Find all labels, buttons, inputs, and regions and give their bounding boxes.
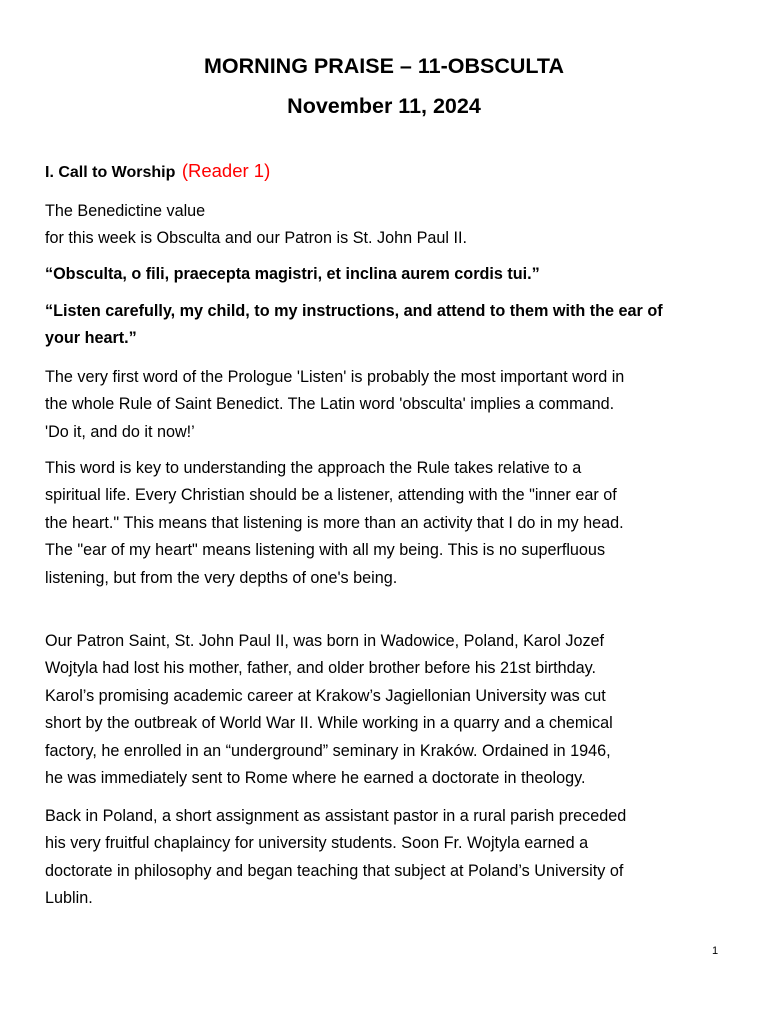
paragraph-line: Wojtyla had lost his mother, father, and older brother before his 21st birthday. [45,659,596,678]
paragraph-line: doctorate in philosophy and began teaching that subject at Poland’s University of [45,861,624,880]
latin-quote [45,261,735,288]
paragraph-line: The very first word of the Prologue 'Listen' is probably the most important word in [45,368,625,386]
document-date: November 11, 2024 [287,94,481,118]
paragraph-line: “Listen carefully, my child, to my instructions, and attend to them with the ear of [45,302,663,320]
paragraph-line: for this week is Obsculta and our Patron is St. John Paul II. [45,229,467,248]
page-number: 1 [712,945,719,957]
document-title: MORNING PRAISE – 11-OBSCULTA [204,54,564,78]
paragraph-line: Back in Poland, a short assignment as assistant pastor in a rural parish preceded [45,807,627,825]
paragraph-line: he was immediately sent to Rome where he earned a doctorate in theology. [45,769,586,788]
paragraph-line: short by the outbreak of World War II. While working in a quarry and a chemical [45,714,613,733]
paragraph-line: listening, but from the very depths of one's being. [45,568,398,587]
paragraph-line: your heart.” [45,329,137,348]
paragraph-line: his very fruitful chaplaincy for university students. Soon Fr. Wojtyla earned a [45,834,589,853]
paragraph-prologue [45,364,735,446]
reader-assignment: (Reader 1) [181,160,271,181]
paragraph-line: Lublin. [45,889,93,908]
paragraph-benedictine-value [45,198,735,253]
paragraph-line: The Benedictine value [45,202,206,220]
paragraph-line: Karol’s promising academic career at Krakow’s Jagiellonian University was cut [45,686,606,705]
english-quote [45,298,735,353]
paragraph-listening [45,455,735,592]
paragraph-line: the whole Rule of Saint Benedict. The Latin word 'obsculta' implies a command. [45,395,615,414]
section-heading [45,158,270,186]
section-heading-label: I. Call to Worship [45,164,176,181]
paragraph-line: Our Patron Saint, St. John Paul II, was born in Wadowice, Poland, Karol Jozef [45,632,605,650]
paragraph-back-in-poland [45,803,735,913]
paragraph-patron-saint [45,628,735,792]
paragraph-line: 'Do it, and do it now!’ [45,422,195,441]
paragraph-line: “Obsculta, o fili, praecepta magistri, et inclina aurem cordis tui.” [45,265,540,283]
paragraph-line: the heart." This means that listening is more than an activity that I do in my head. [45,513,624,532]
paragraph-line: spiritual life. Every Christian should be a listener, attending with the "inner ear of [45,486,617,505]
paragraph-line: This word is key to understanding the approach the Rule takes relative to a [45,459,582,477]
paragraph-line: The "ear of my heart" means listening with all my being. This is no superfluous [45,541,606,560]
paragraph-line: factory, he enrolled in an “underground” seminary in Kraków. Ordained in 1946, [45,741,611,760]
